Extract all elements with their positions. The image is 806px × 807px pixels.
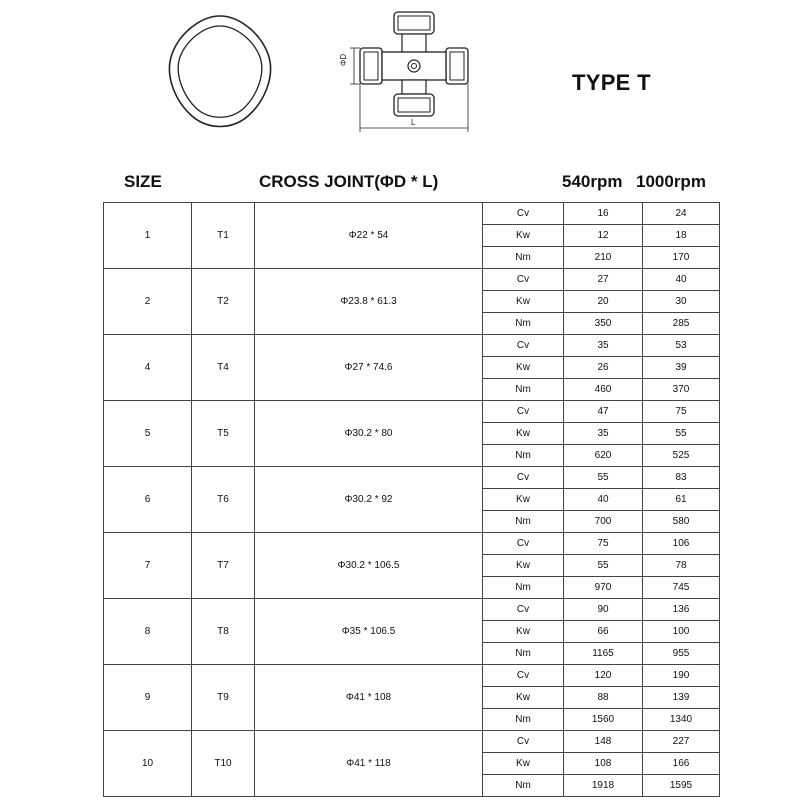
table-row — [104, 269, 720, 291]
rpm1000-value-cell: 166 — [643, 753, 720, 775]
rpm540-value-cell: 55 — [564, 467, 643, 489]
code-cell: T9 — [192, 665, 255, 731]
cross-joint-header: CROSS JOINT(ΦD * L) — [259, 172, 439, 191]
code-cell: T6 — [192, 467, 255, 533]
length-label: L — [411, 118, 416, 127]
unit-cell: Nm — [483, 313, 564, 335]
table-row — [104, 467, 720, 489]
rpm540-value-cell: 35 — [564, 423, 643, 445]
size-cell: 9 — [104, 665, 192, 731]
rpm1000-value-cell: 83 — [643, 467, 720, 489]
unit-cell: Cv — [483, 665, 564, 687]
cross-joint-cell: Φ30.2 * 92 — [255, 467, 483, 533]
unit-cell: Kw — [483, 291, 564, 313]
cross-joint-cell: Φ41 * 118 — [255, 731, 483, 797]
rpm1000-value-cell: 30 — [643, 291, 720, 313]
rpm1000-value-cell: 370 — [643, 379, 720, 401]
rpm540-value-cell: 75 — [564, 533, 643, 555]
code-cell: T4 — [192, 335, 255, 401]
unit-cell: Kw — [483, 753, 564, 775]
table-row — [104, 599, 720, 621]
cross-joint-cell: Φ35 * 106.5 — [255, 599, 483, 665]
rpm540-value-cell: 88 — [564, 687, 643, 709]
rpm1000-value-cell: 136 — [643, 599, 720, 621]
rpm540-value-cell: 1560 — [564, 709, 643, 731]
size-header: SIZE — [124, 172, 162, 191]
unit-cell: Cv — [483, 401, 564, 423]
rpm1000-value-cell: 525 — [643, 445, 720, 467]
rpm540-value-cell: 20 — [564, 291, 643, 313]
cross-joint-cell: Φ23.8 * 61.3 — [255, 269, 483, 335]
size-cell: 4 — [104, 335, 192, 401]
rpm1000-value-cell: 24 — [643, 203, 720, 225]
rpm1000-value-cell: 580 — [643, 511, 720, 533]
rpm1000-value-cell: 78 — [643, 555, 720, 577]
table-row — [104, 335, 720, 357]
rpm1000-value-cell: 55 — [643, 423, 720, 445]
rpm1000-value-cell: 227 — [643, 731, 720, 753]
cross-joint-cell: Φ22 * 54 — [255, 203, 483, 269]
unit-cell: Kw — [483, 423, 564, 445]
rpm540-value-cell: 27 — [564, 269, 643, 291]
unit-cell: Nm — [483, 643, 564, 665]
unit-cell: Nm — [483, 445, 564, 467]
spec-table-body — [104, 203, 720, 797]
rpm540-value-cell: 350 — [564, 313, 643, 335]
unit-cell: Kw — [483, 555, 564, 577]
rpm540-header: 540rpm — [562, 172, 623, 191]
code-cell: T10 — [192, 731, 255, 797]
table-row — [104, 401, 720, 423]
unit-cell: Kw — [483, 687, 564, 709]
cross-joint-cell: Φ41 * 108 — [255, 665, 483, 731]
type-title: TYPE T — [572, 70, 651, 95]
rpm540-value-cell: 108 — [564, 753, 643, 775]
rpm540-value-cell: 12 — [564, 225, 643, 247]
size-cell: 5 — [104, 401, 192, 467]
size-cell: 10 — [104, 731, 192, 797]
rpm540-value-cell: 210 — [564, 247, 643, 269]
size-cell: 2 — [104, 269, 192, 335]
rpm1000-value-cell: 955 — [643, 643, 720, 665]
unit-cell: Nm — [483, 577, 564, 599]
unit-cell: Cv — [483, 269, 564, 291]
size-cell: 7 — [104, 533, 192, 599]
rpm540-value-cell: 66 — [564, 621, 643, 643]
rpm1000-value-cell: 39 — [643, 357, 720, 379]
rpm1000-value-cell: 18 — [643, 225, 720, 247]
code-cell: T2 — [192, 269, 255, 335]
rpm540-value-cell: 55 — [564, 555, 643, 577]
unit-cell: Kw — [483, 489, 564, 511]
code-cell: T8 — [192, 599, 255, 665]
size-cell: 1 — [104, 203, 192, 269]
size-cell: 8 — [104, 599, 192, 665]
rpm1000-value-cell: 61 — [643, 489, 720, 511]
spec-table — [103, 202, 720, 797]
rpm540-value-cell: 1918 — [564, 775, 643, 797]
cross-joint-cell: Φ30.2 * 80 — [255, 401, 483, 467]
rpm1000-value-cell: 139 — [643, 687, 720, 709]
rpm540-value-cell: 148 — [564, 731, 643, 753]
code-cell: T5 — [192, 401, 255, 467]
code-cell: T1 — [192, 203, 255, 269]
unit-cell: Cv — [483, 203, 564, 225]
table-row — [104, 665, 720, 687]
rpm1000-value-cell: 100 — [643, 621, 720, 643]
rpm1000-value-cell: 106 — [643, 533, 720, 555]
rpm540-value-cell: 40 — [564, 489, 643, 511]
table-row — [104, 533, 720, 555]
tube-profile-drawing — [160, 10, 280, 135]
table-row — [104, 731, 720, 753]
cross-joint-cell: Φ30.2 * 106.5 — [255, 533, 483, 599]
rpm1000-value-cell: 40 — [643, 269, 720, 291]
rpm540-value-cell: 700 — [564, 511, 643, 533]
rpm540-value-cell: 35 — [564, 335, 643, 357]
unit-cell: Nm — [483, 709, 564, 731]
rpm540-value-cell: 90 — [564, 599, 643, 621]
unit-cell: Kw — [483, 357, 564, 379]
rpm1000-value-cell: 745 — [643, 577, 720, 599]
rpm1000-value-cell: 1595 — [643, 775, 720, 797]
cross-joint-cell: Φ27 * 74.6 — [255, 335, 483, 401]
unit-cell: Nm — [483, 247, 564, 269]
unit-cell: Cv — [483, 533, 564, 555]
rpm1000-value-cell: 285 — [643, 313, 720, 335]
table-row — [104, 203, 720, 225]
unit-cell: Cv — [483, 599, 564, 621]
rpm540-value-cell: 47 — [564, 401, 643, 423]
size-cell: 6 — [104, 467, 192, 533]
unit-cell: Kw — [483, 621, 564, 643]
rpm540-value-cell: 1165 — [564, 643, 643, 665]
rpm1000-value-cell: 1340 — [643, 709, 720, 731]
rpm1000-value-cell: 190 — [643, 665, 720, 687]
code-cell: T7 — [192, 533, 255, 599]
unit-cell: Cv — [483, 731, 564, 753]
rpm540-value-cell: 620 — [564, 445, 643, 467]
unit-cell: Cv — [483, 467, 564, 489]
rpm540-value-cell: 16 — [564, 203, 643, 225]
rpm540-value-cell: 460 — [564, 379, 643, 401]
rpm1000-header: 1000rpm — [636, 172, 706, 191]
rpm540-value-cell: 970 — [564, 577, 643, 599]
unit-cell: Nm — [483, 775, 564, 797]
rpm1000-value-cell: 53 — [643, 335, 720, 357]
cross-joint-drawing — [330, 8, 480, 140]
rpm1000-value-cell: 170 — [643, 247, 720, 269]
rpm540-value-cell: 120 — [564, 665, 643, 687]
rpm540-value-cell: 26 — [564, 357, 643, 379]
unit-cell: Cv — [483, 335, 564, 357]
diameter-label: ΦD — [339, 53, 348, 66]
rpm1000-value-cell: 75 — [643, 401, 720, 423]
unit-cell: Nm — [483, 379, 564, 401]
unit-cell: Kw — [483, 225, 564, 247]
unit-cell: Nm — [483, 511, 564, 533]
